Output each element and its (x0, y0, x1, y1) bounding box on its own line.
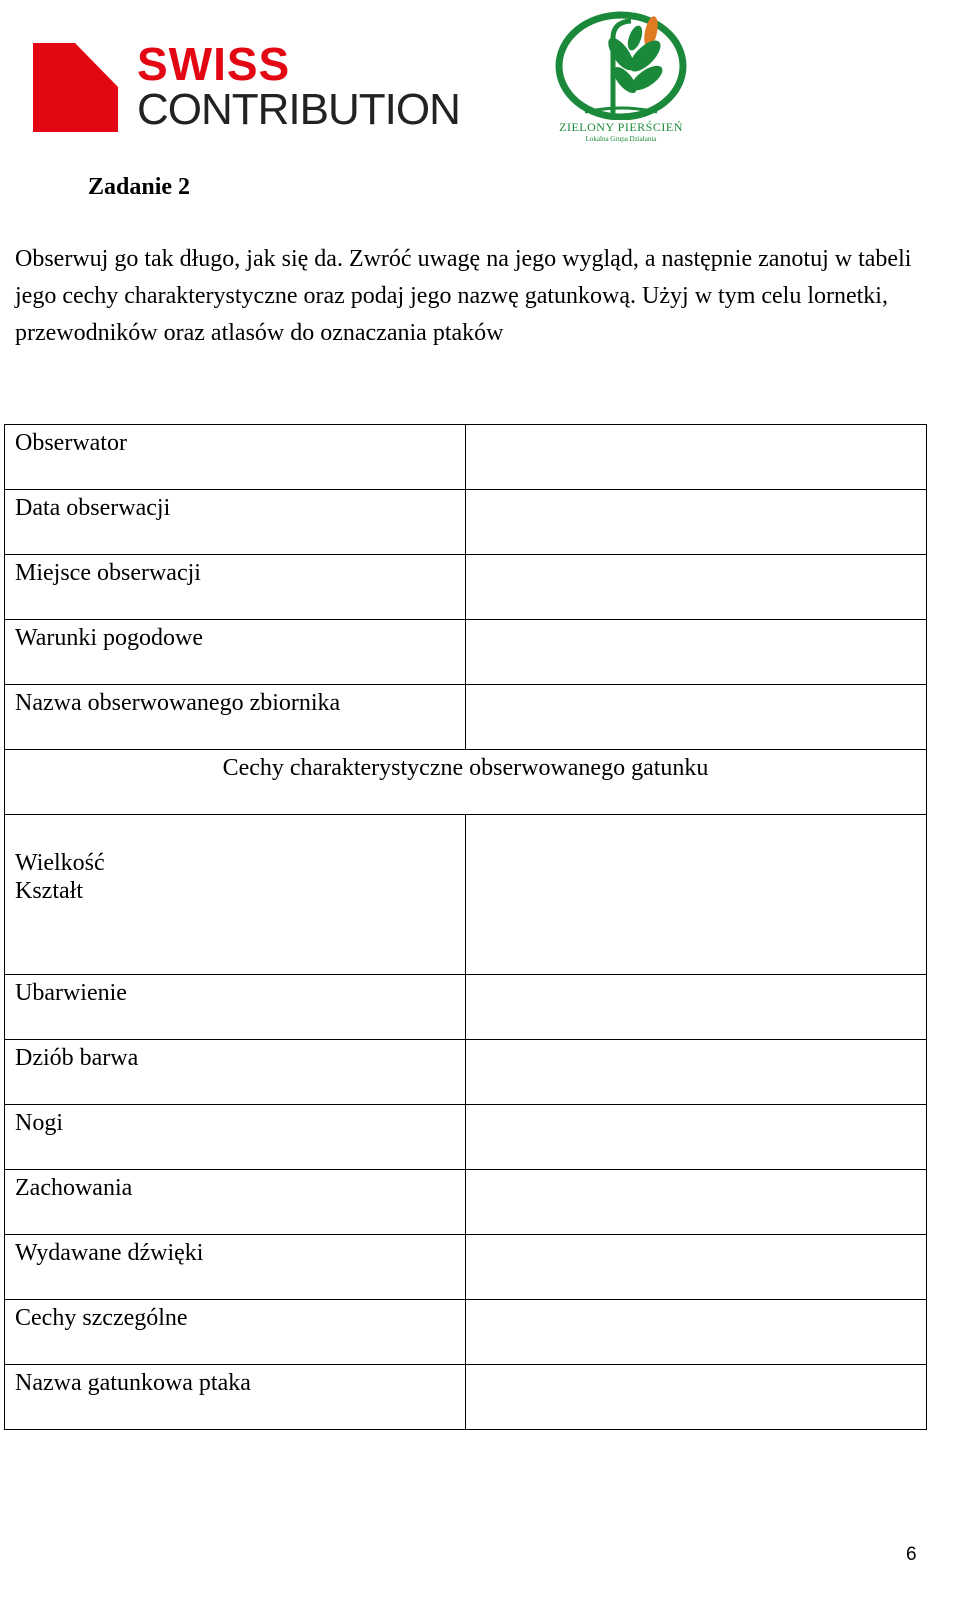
row-label-size: Wielkość (15, 850, 105, 876)
page-number: 6 (906, 1544, 917, 1565)
table-row (5, 1365, 927, 1430)
section-heading-features: Cechy charakterystyczne obserwowanego gatunku (5, 750, 927, 815)
swiss-logo-mark (33, 43, 118, 132)
observer-field[interactable] (466, 425, 927, 490)
task-title: Zadanie 2 (88, 174, 191, 200)
weather-field[interactable] (466, 620, 927, 685)
place-field[interactable] (466, 555, 927, 620)
swiss-logo-word-swiss: SWISS (137, 38, 291, 90)
row-label-special-features: Cechy szczególne (5, 1300, 466, 1365)
row-label-date: Data obserwacji (5, 490, 466, 555)
coloration-field[interactable] (466, 975, 927, 1040)
legs-field[interactable] (466, 1105, 927, 1170)
task-instructions: Obserwuj go tak długo, jak się da. Zwróć uwagę na jego wygląd, a następnie zanotuj w tabeli jego cechy charakterystyczne oraz podaj jego nazwę gatunkową. Użyj w tym celu lornetki, przewodników oraz atlasów do oznaczania ptaków (15, 246, 912, 346)
row-label-sounds: Wydawane dźwięki (5, 1235, 466, 1300)
table-row (5, 1040, 927, 1105)
table-row (5, 975, 927, 1040)
table-row (5, 1170, 927, 1235)
zielony-pierscien-subtitle: Lokalna Grupa Działania (585, 135, 657, 143)
row-label-legs: Nogi (5, 1105, 466, 1170)
row-label-coloration: Ubarwienie (5, 975, 466, 1040)
table-row (5, 685, 927, 750)
table-row (5, 555, 927, 620)
row-label-shape: Kształt (15, 878, 83, 904)
table-row (5, 1235, 927, 1300)
behavior-field[interactable] (466, 1170, 927, 1235)
sounds-field[interactable] (466, 1235, 927, 1300)
table-row (5, 1105, 927, 1170)
table-row (5, 620, 927, 685)
table-row (5, 490, 927, 555)
row-label-place: Miejsce obserwacji (5, 555, 466, 620)
swiss-logo-word-contribution: CONTRIBUTION (137, 85, 460, 134)
swiss-logo-notch (75, 43, 119, 88)
beak-color-field[interactable] (466, 1040, 927, 1105)
row-label-weather: Warunki pogodowe (5, 620, 466, 685)
plant-emblem-icon (555, 8, 687, 120)
swiss-contribution-logo (33, 38, 460, 138)
row-label-size-shape (5, 815, 466, 975)
observation-table (4, 424, 927, 1430)
species-name-field[interactable] (466, 1365, 927, 1430)
table-row (5, 815, 927, 975)
row-label-beak-color: Dziób barwa (5, 1040, 466, 1105)
table-row (5, 425, 927, 490)
row-label-species-name: Nazwa gatunkowa ptaka (5, 1365, 466, 1430)
row-label-water-body: Nazwa obserwowanego zbiornika (5, 685, 466, 750)
special-features-field[interactable] (466, 1300, 927, 1365)
row-label-behavior: Zachowania (5, 1170, 466, 1235)
table-row (5, 1300, 927, 1365)
water-body-field[interactable] (466, 685, 927, 750)
size-shape-field[interactable] (466, 815, 927, 975)
zielony-pierscien-name: ZIELONY PIERŚCIEŃ (559, 120, 683, 134)
zielony-pierscien-logo (555, 8, 687, 143)
row-label-observer: Obserwator (5, 425, 466, 490)
table-row (5, 750, 927, 815)
date-field[interactable] (466, 490, 927, 555)
